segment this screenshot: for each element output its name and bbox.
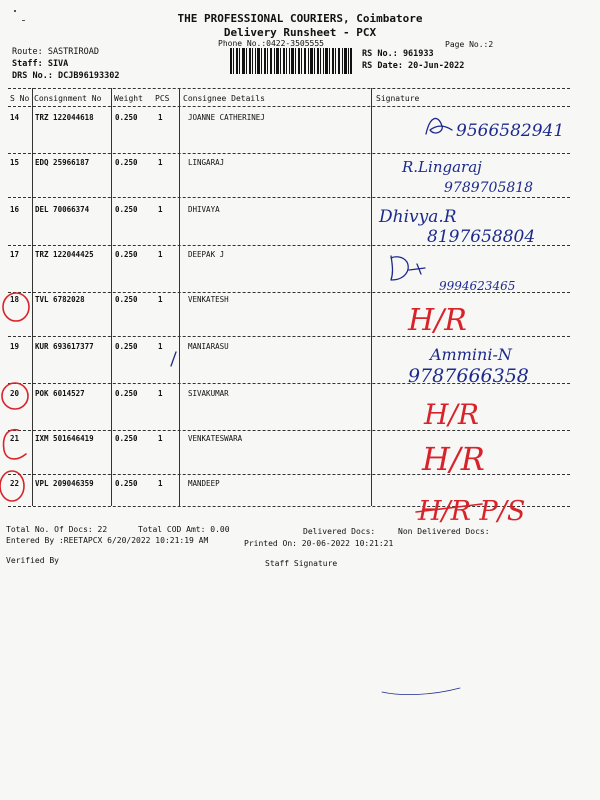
row-sno: 22 [10,479,20,488]
red-circle [2,383,28,409]
staff-label: Staff: SIVA [12,59,69,69]
red-mark-text: H/R [424,398,479,431]
row-consignment: KUR 693617377 [35,342,94,351]
row-consignment: TRZ 122044425 [35,250,94,259]
row-consignment: TRZ 122044618 [35,113,94,122]
document-subtitle: Delivery Runsheet - PCX [223,26,377,39]
row-pcs: 1 [158,342,163,351]
company-title: THE PROFESSIONAL COURIERS, Coimbatore [177,12,423,25]
handwritten-phone: 9566582941 [456,121,565,141]
row-pcs: 1 [158,205,163,214]
row-sno: 16 [10,205,20,214]
red-hr-mark [420,392,540,434]
row-weight: 0.250 [115,113,138,122]
row-consignee: DEEPAK J [188,250,225,259]
col-header-consignee: Consignee Details [183,94,265,103]
row-consignment: DEL 70066374 [35,205,90,214]
entered-by: Entered By :REETAPCX 6/20/2022 10:21:19 AM [6,536,209,545]
red-circle [3,293,29,321]
row-sno: 15 [10,158,20,167]
row-consignment: EDQ 25966187 [35,158,90,167]
delivered-docs: Delivered Docs: [303,527,376,536]
col-header-sno: S No [10,94,30,103]
row-consignee: MANIARASU [188,342,229,351]
divider [8,106,570,107]
handwritten-signature [385,250,565,294]
handwritten-phone: 9994623465 [439,279,516,293]
handwritten-phone: 9787666358 [408,365,529,387]
row-sno: 19 [10,342,20,351]
row-sno: 21 [10,434,20,443]
row-pcs: 1 [158,250,163,259]
handwritten-signature [400,340,570,386]
row-weight: 0.250 [115,158,138,167]
row-pcs: 1 [158,113,163,122]
handwritten-name: R.Lingaraj [402,158,482,176]
route-label: Route: SASTRIROAD [12,47,99,57]
red-mark-text: H/R [422,440,485,478]
row-consignee: VENKATESH [188,295,229,304]
total-docs: Total No. Of Docs: 22 [6,525,108,534]
printed-on: Printed On: 20-06-2022 10:21:21 [244,539,394,548]
row-consignment: VPL 209046359 [35,479,94,488]
col-header-consignment: Consignment No [34,94,102,103]
red-hr-mark [418,436,538,478]
row-consignment: TVL 6782028 [35,295,85,304]
row-consignee: VENKATESWARA [188,434,243,443]
phone-number: Phone No.:0422-3505555 [218,39,324,48]
row-weight: 0.250 [115,250,138,259]
drs-number: DRS No.: DCJB96193302 [12,71,120,81]
row-weight: 0.250 [115,342,138,351]
red-hr-ps-mark [414,490,564,530]
row-sno: 20 [10,389,20,398]
rs-number: RS No.: 961933 [362,49,434,59]
row-weight: 0.250 [115,295,138,304]
barcode-image [230,48,352,74]
row-weight: 0.250 [115,205,138,214]
pen-stroke [380,680,470,700]
col-header-weight: Weight [114,94,143,103]
row-consignee: LINGARAJ [188,158,225,167]
row-consignee: MANDEEP [188,479,220,488]
handwritten-name: Ammini-N [430,345,512,364]
row-pcs: 1 [158,158,163,167]
row-weight: 0.250 [115,434,138,443]
page-number: Page No.:2 [445,40,494,49]
row-consignee: JOANNE CATHERINEJ [188,113,265,122]
handwritten-phone: 9789705818 [444,180,534,196]
column-rule [371,88,372,506]
red-circle [0,471,24,501]
row-consignment: IXM 501646419 [35,434,94,443]
row-consignment: POK 6014527 [35,389,85,398]
red-mark-text: H/R [408,303,467,338]
column-rule [179,88,180,506]
red-mark-text: H/R P/S [418,496,526,527]
non-delivered-docs: Non Delivered Docs: [398,527,490,536]
row-pcs: 1 [158,479,163,488]
pen-tick [168,350,180,370]
row-weight: 0.250 [115,389,138,398]
handwritten-name: Dhivya.R [379,207,457,227]
row-pcs: 1 [158,295,163,304]
total-cod: Total COD Amt: 0.00 [138,525,230,534]
row-sno: 17 [10,250,20,259]
handwritten-signature [375,200,570,246]
staff-signature: Staff Signature [265,559,338,568]
handwritten-signature [420,108,570,150]
row-consignee: DHIVAYA [188,205,220,214]
row-weight: 0.250 [115,479,138,488]
divider [8,88,570,89]
handwritten-signature [400,152,565,198]
rs-date: RS Date: 20-Jun-2022 [362,61,465,71]
row-sno: 18 [10,295,20,304]
red-hr-mark [400,296,520,338]
col-header-pcs: PCS [155,94,170,103]
red-circle [4,430,26,459]
row-consignee: SIVAKUMAR [188,389,229,398]
row-pcs: 1 [158,434,163,443]
red-circle-marks [0,290,40,510]
column-rule [111,88,112,506]
row-sno: 14 [10,113,20,122]
handwritten-phone: 8197658804 [427,227,536,247]
row-pcs: 1 [158,389,163,398]
verified-by: Verified By [6,556,59,565]
col-header-signature: Signature [376,94,420,103]
